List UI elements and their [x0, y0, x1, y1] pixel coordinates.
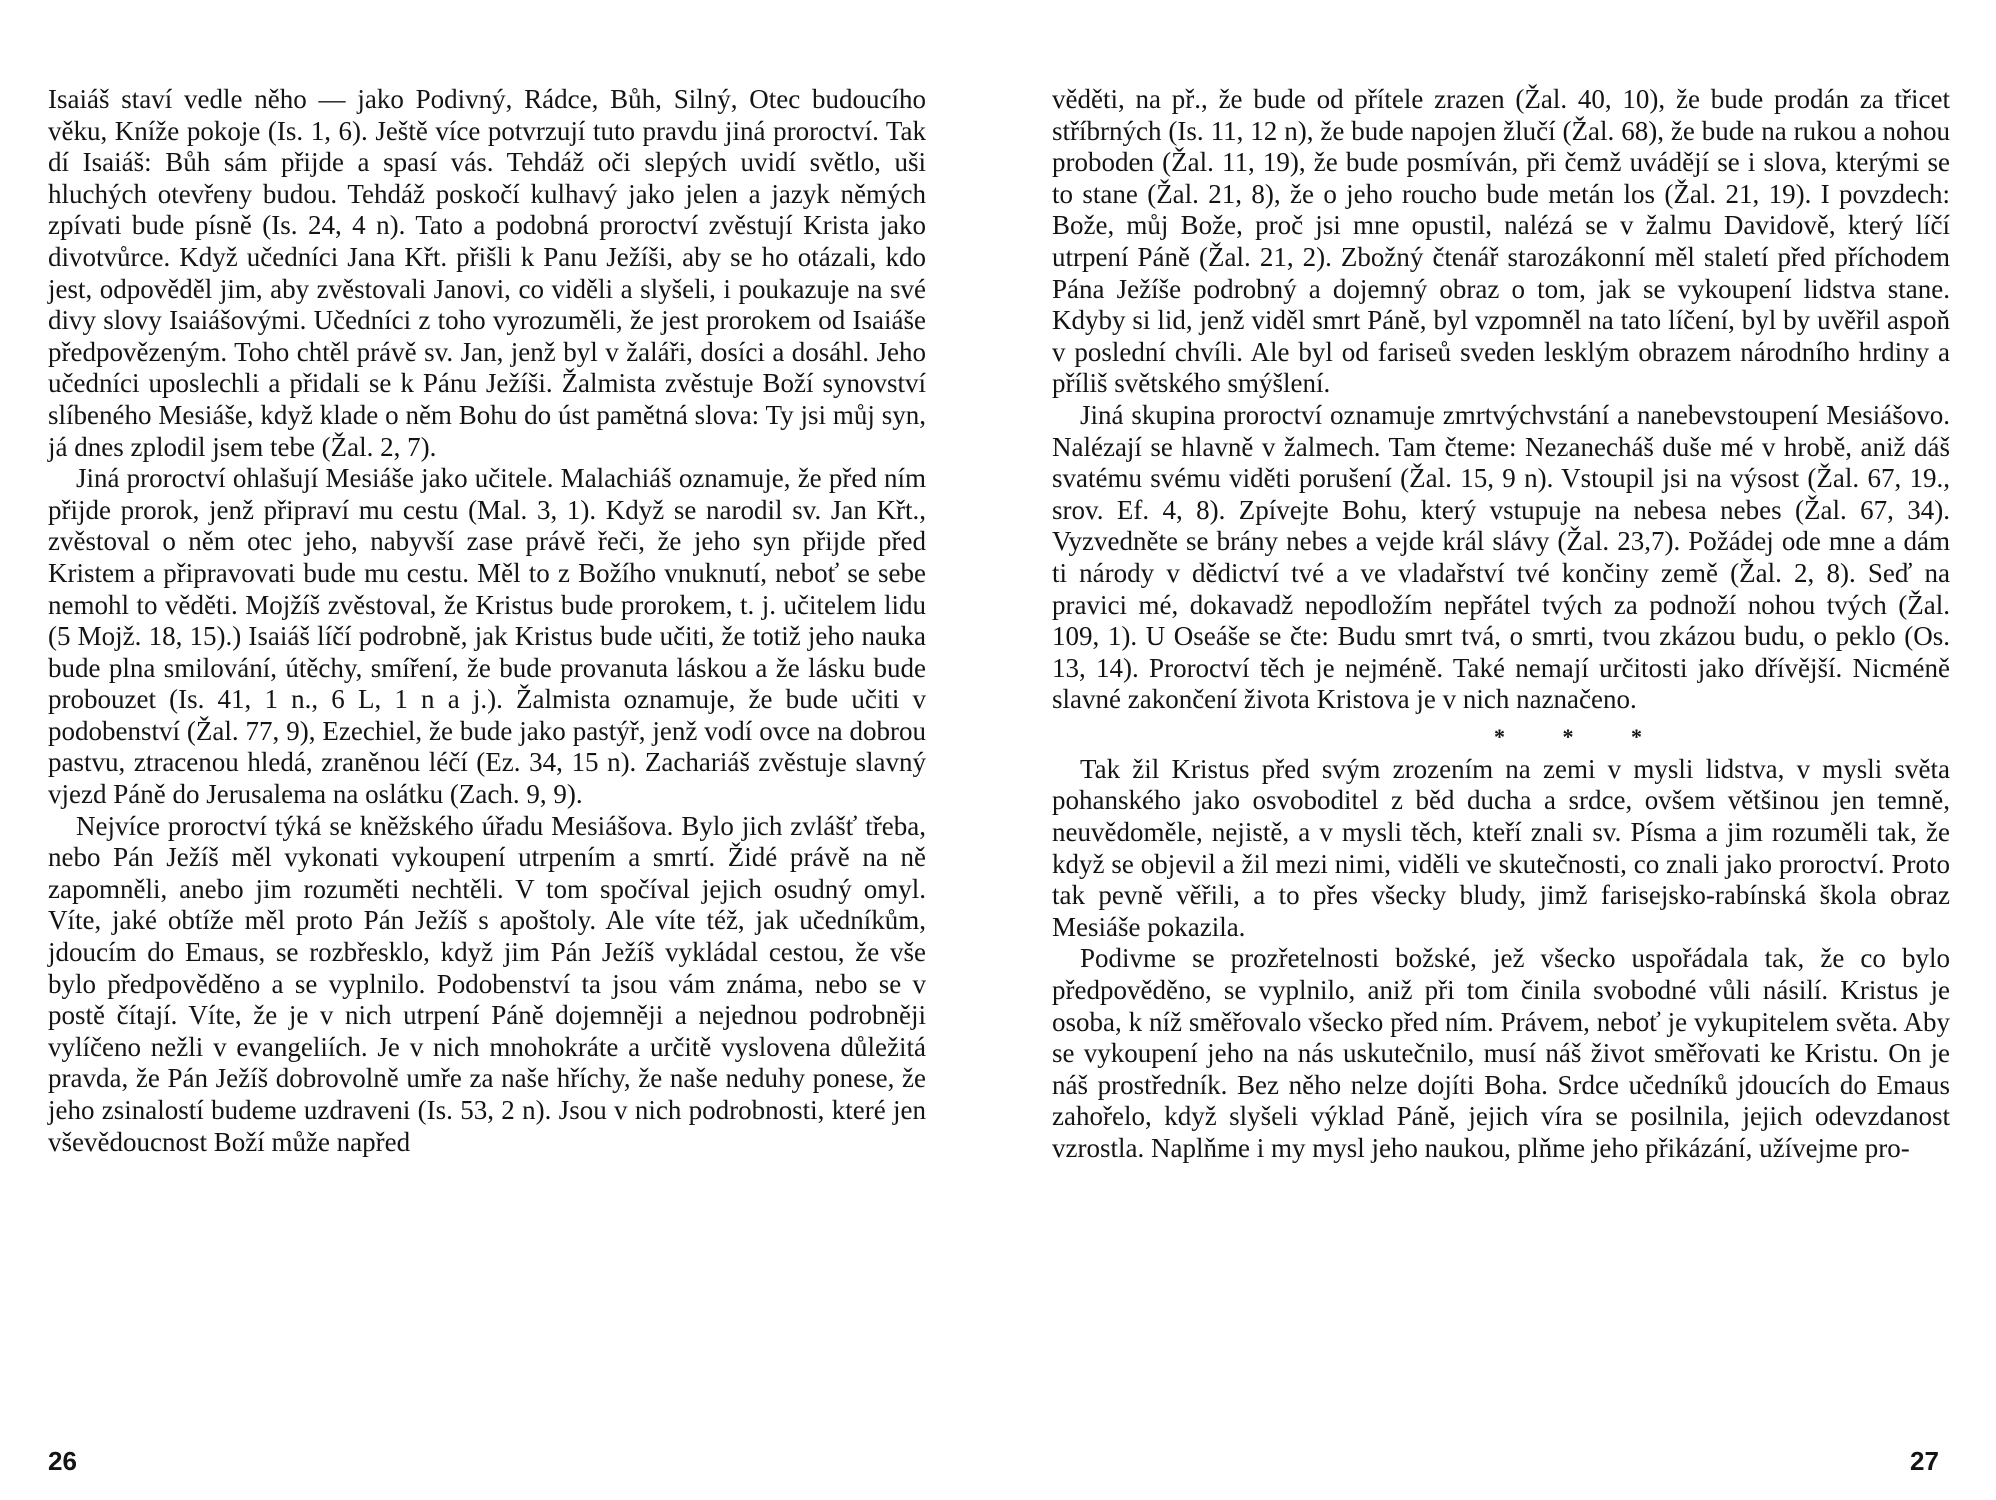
right-paragraph-2: Jiná skupina proroctví oznamuje zmrtvýchvstání a nanebevstoupení Mesiášovo. Nalézají se hlavně v žalmech. Tam čteme: Nezanecháš duše mé v hrobě, aniž dáš svatému svému viděti porušení (Žal. 15, 9 n). Vstoupil jsi na výsost (Žal. 67, 19., srov. Ef. 4, 8). Zpívejte Bohu, který vstupuje na nebesa nebes (Žal. 67, 34). Vyzvedněte se brány nebes a vejde král slávy (Žal. 23,7). Požádej ode mne a dám ti národy v dědictví tvé a ve vladařství tvé končiny země (Žal. 2, 8). Seď na pravici mé, dokavadž nepodložím nepřátel tvých za podnoží nohou tvých (Žal. 109, 1). U Oseáše se čte: Budu smrt tvá, o smrti, tvou zkázou budu, o peklo (Os. 13, 14). Proroctví těch je nejméně. Také nemají určitosti jako dřívější. Nicméně slavné zakončení života Kristova je v nich naznačeno.	[1052, 399, 1950, 715]
left-paragraph-3: Nejvíce proroctví týká se kněžského úřadu Mesiášova. Bylo jich zvlášť třeba, nebo Pán Ježíš měl vykonati vykoupení utrpením a smrtí. Židé právě na ně zapomněli, anebo jim rozuměti nechtěli. V tom spočíval jejich osudný omyl. Víte, jaké obtíže měl proto Pán Ježíš s apoštoly. Ale víte též, jak učedníkům, jdoucím do Emaus, se rozbřesklo, když jim Pán Ježíš vykládal cestou, že vše bylo předpověděno a se vyplnilo. Podobenství ta jsou vám známa, nebo se v postě čítají. Víte, že je v nich utrpení Páně dojemněji a nejednou podrobněji vylíčeno nežli v evangeliích. Je v nich mnohokráte a určitě vyslovena důležitá pravda, že Pán Ježíš dobrovolně umře za naše hříchy, že naše neduhy ponese, že jeho zsinalostí budeme uzdraveni (Is. 53, 2 n). Jsou v nich podrobnosti, které jen vševědoucnost Boží může napřed	[48, 810, 926, 1157]
left-page-number: 26	[48, 1446, 77, 1476]
right-page-number: 27	[1910, 1446, 1939, 1476]
left-paragraph-1: Isaiáš staví vedle něho — jako Podivný, Rádce, Bůh, Silný, Otec budoucího věku, Kníže pokoje (Is. 1, 6). Ještě více potvrzují tuto pravdu jiná proroctví. Tak dí Isaiáš: Bůh sám přijde a spasí vás. Tehdáž oči slepých uvidí světlo, uši hluchých otevřeny budou. Tehdáž poskočí kulhavý jako jelen a jazyk němých zpívati bude písně (Is. 24, 4 n). Tato a podobná proroctví zvěstují Krista jako divotvůrce. Když učedníci Jana Křt. přišli k Panu Ježíši, aby se ho otázali, kdo jest, odpověděl jim, aby zvěstovali Janovi, co viděli a slyšeli, i poukazuje na své divy slovy Isaiášovými. Učedníci z toho vyrozuměli, že jest prorokem od Isaiáše předpovězeným. Toho chtěl právě sv. Jan, jenž byl v žaláři, dosíci a dosáhl. Jeho učedníci uposlechli a přidali se k Pánu Ježíši. Žalmista zvěstuje Boží synovství slíbeného Mesiáše, když klade o něm Bohu do úst pamětná slova: Ty jsi můj syn, já dnes zplodil jsem tebe (Žal. 2, 7).	[48, 84, 926, 462]
right-page	[1052, 84, 1950, 1165]
right-paragraph-1: věděti, na př., že bude od přítele zrazen (Žal. 40, 10), že bude prodán za třicet stříbrných (Is. 11, 12 n), že bude napojen žlučí (Žal. 68), že bude na rukou a nohou proboden (Žal. 11, 19), že bude posmíván, při čemž uvádějí se i slova, kterými se to stane (Žal. 21, 8), že o jeho roucho bude metán los (Žal. 21, 19). I povzdech: Bože, můj Bože, proč jsi mne opustil, nalézá se v žalmu Davidově, který líčí utrpení Páně (Žal. 21, 2). Zbožný čtenář starozákonní měl staletí před příchodem Pána Ježíše podrobný a dojemný obraz o tom, jak se vykoupení lidstva stane. Kdyby si lid, jenž viděl smrt Páně, byl vzpomněl na tato líčení, byl by uvěřil aspoň v poslední chvíli. Ale byl od fariseů sveden lesklým obrazem národního hrdiny a příliš světského smýšlení.	[1052, 84, 1950, 399]
section-separator: * * *	[1494, 723, 1668, 749]
left-paragraph-2: Jiná proroctví ohlašují Mesiáše jako učitele. Malachiáš oznamuje, že před ním přijde prorok, jenž připraví mu cestu (Mal. 3, 1). Když se narodil sv. Jan Křt., zvěstoval o něm otec jeho, nabyvší zase právě řeči, že jeho syn přijde před Kristem a připravovati bude mu cestu. Měl to z Božího vnuknutí, neboť se sebe nemohl to věděti. Mojžíš zvěstoval, že Kristus bude prorokem, t. j. učitelem lidu (5 Mojž. 18, 15).) Isaiáš líčí podrobně, jak Kristus bude učiti, že totiž jeho nauka bude plna smilování, útěchy, smíření, že bude provanuta láskou a že lásku bude probouzet (Is. 41, 1 n., 6 L, 1 n a j.). Žalmista oznamuje, že bude učiti v podobenství (Žal. 77, 9), Ezechiel, že bude jako pastýř, jenž vodí ovce na dobrou pastvu, ztracenou hledá, zraněnou léčí (Ez. 34, 15 n). Zachariáš zvěstuje slavný vjezd Páně do Jerusalema na oslátku (Zach. 9, 9).	[48, 463, 926, 810]
right-paragraph-3: Tak žil Kristus před svým zrozením na zemi v mysli lidstva, v mysli světa pohanského jako osvoboditel z běd ducha a srdce, ovšem většinou jen temně, neuvědoměle, nejistě, a v mysli těch, kteří znali sv. Písma a jim rozuměli tak, že když se objevil a žil mezi nimi, viděli ve skutečnosti, co znali jako proroctví. Proto tak pevně věřili, a to přes všecky bludy, jimž farisejsko-rabínská škola obraz Mesiáše pokazila.	[1052, 753, 1950, 942]
left-page	[48, 84, 926, 1158]
right-paragraph-4: Podivme se prozřetelnosti božské, jež všecko uspořádala tak, že co bylo předpověděno, se vyplnilo, aniž při tom činila svobodné vůli násilí. Kristus je osoba, k níž směřovalo všecko před ním. Právem, neboť je vykupitelem světa. Aby se vykoupení jeho na nás uskutečnilo, musí náš život směřovati ke Kristu. On je náš prostředník. Bez něho nelze dojíti Boha. Srdce učedníků jdoucích do Emaus zahořelo, když slyšeli výklad Páně, jejich víra se posilnila, jejich odevzdanost vzrostla. Naplňme i my mysl jeho naukou, plňme jeho přikázání, užívejme pro-	[1052, 943, 1950, 1163]
